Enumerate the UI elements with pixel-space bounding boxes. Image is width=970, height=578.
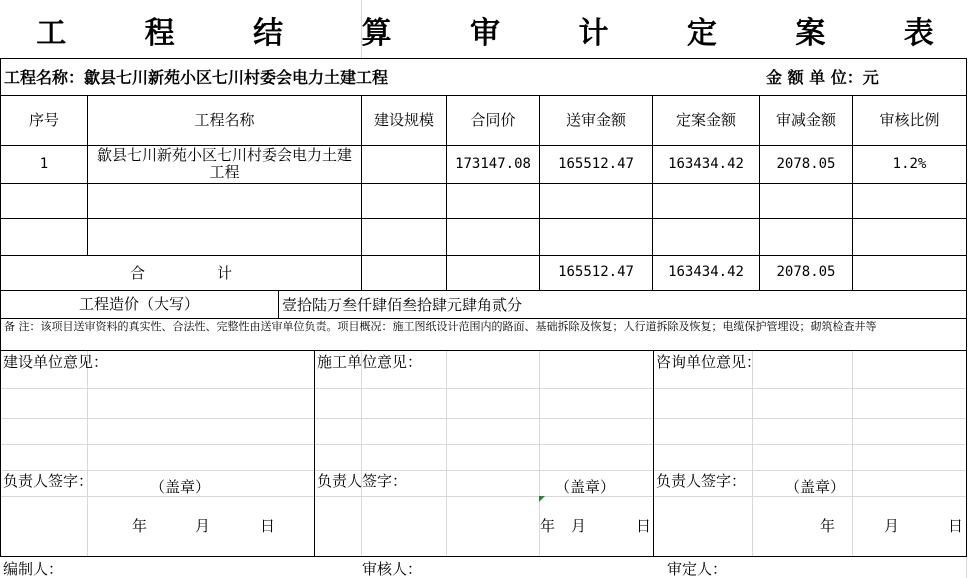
date-day: 日 xyxy=(636,517,652,535)
opinion-title: 咨询单位意见： xyxy=(656,353,762,371)
date-day: 日 xyxy=(948,517,964,535)
total-label-ji: 计 xyxy=(217,264,233,282)
seal-label: （盖章） xyxy=(785,478,846,496)
header-audit-ratio: 审核比例 xyxy=(879,110,940,129)
row-project-name: 歙县七川新苑小区七川村委会电力土建工程 xyxy=(96,146,352,181)
total-approved-amount: 163434.42 xyxy=(668,264,744,280)
row-submitted-amount: 165512.47 xyxy=(558,155,634,172)
signer-label: 负责人签字： xyxy=(656,472,747,490)
opinion-title: 施工单位意见： xyxy=(317,353,423,371)
opinion-title: 建设单位意见： xyxy=(3,353,109,371)
date-month: 月 xyxy=(195,517,211,535)
project-name-label: 工程名称：歙县七川新苑小区七川村委会电力土建工程 xyxy=(4,68,389,87)
row-index: 1 xyxy=(39,155,49,172)
signer-label: 负责人签字： xyxy=(3,472,94,490)
cost-caps-label: 工程造价（大写） xyxy=(78,294,199,313)
header-index: 序号 xyxy=(28,110,59,129)
date-year: 年 xyxy=(820,517,836,535)
total-label-he: 合 xyxy=(130,264,146,282)
row-audit-ratio: 1.2% xyxy=(892,155,927,172)
date-day: 日 xyxy=(260,517,276,535)
row-reduced-amount: 2078.05 xyxy=(776,155,836,172)
header-scale: 建设规模 xyxy=(373,110,434,129)
compiler-label: 编制人： xyxy=(3,560,64,578)
approver-label: 审定人： xyxy=(667,560,728,578)
header-contract-price: 合同价 xyxy=(470,110,516,129)
cell-comment-marker xyxy=(539,496,545,502)
row-scale xyxy=(362,145,446,183)
date-month: 月 xyxy=(884,517,900,535)
seal-label: （盖章） xyxy=(555,478,616,496)
signer-label: 负责人签字： xyxy=(317,472,408,490)
seal-label: （盖章） xyxy=(150,478,211,496)
header-approved-amount: 定案金额 xyxy=(675,110,736,129)
amount-unit-label: 金 额 单 位：元 xyxy=(766,68,879,87)
date-year: 年 xyxy=(132,517,148,535)
cost-caps-value: 壹拾陆万叁仟肆佰叁拾肆元肆角贰分 xyxy=(282,296,523,314)
total-reduced-amount: 2078.05 xyxy=(776,264,836,280)
header-project-name: 工程名称 xyxy=(194,110,255,129)
remarks-note: 备 注：该项目送审资料的真实性、合法性、完整性由送审单位负责。项目概况：施工图纸设计范围内的路面、基础拆除及恢复；人行道拆除及恢复；电缆保护管埋设；砌筑检查井等 xyxy=(4,320,877,333)
row-contract-price: 173147.08 xyxy=(455,155,531,172)
page-title: 工 程 结 算 审 计 定 案 表 xyxy=(36,16,968,51)
row-approved-amount: 163434.42 xyxy=(668,155,744,172)
header-reduced-amount: 审减金额 xyxy=(775,110,836,129)
total-submitted-amount: 165512.47 xyxy=(558,264,634,280)
reviewer-label: 审核人： xyxy=(362,560,423,578)
date-month: 月 xyxy=(571,517,587,535)
date-year: 年 xyxy=(540,517,556,535)
header-submitted-amount: 送审金额 xyxy=(565,110,626,129)
